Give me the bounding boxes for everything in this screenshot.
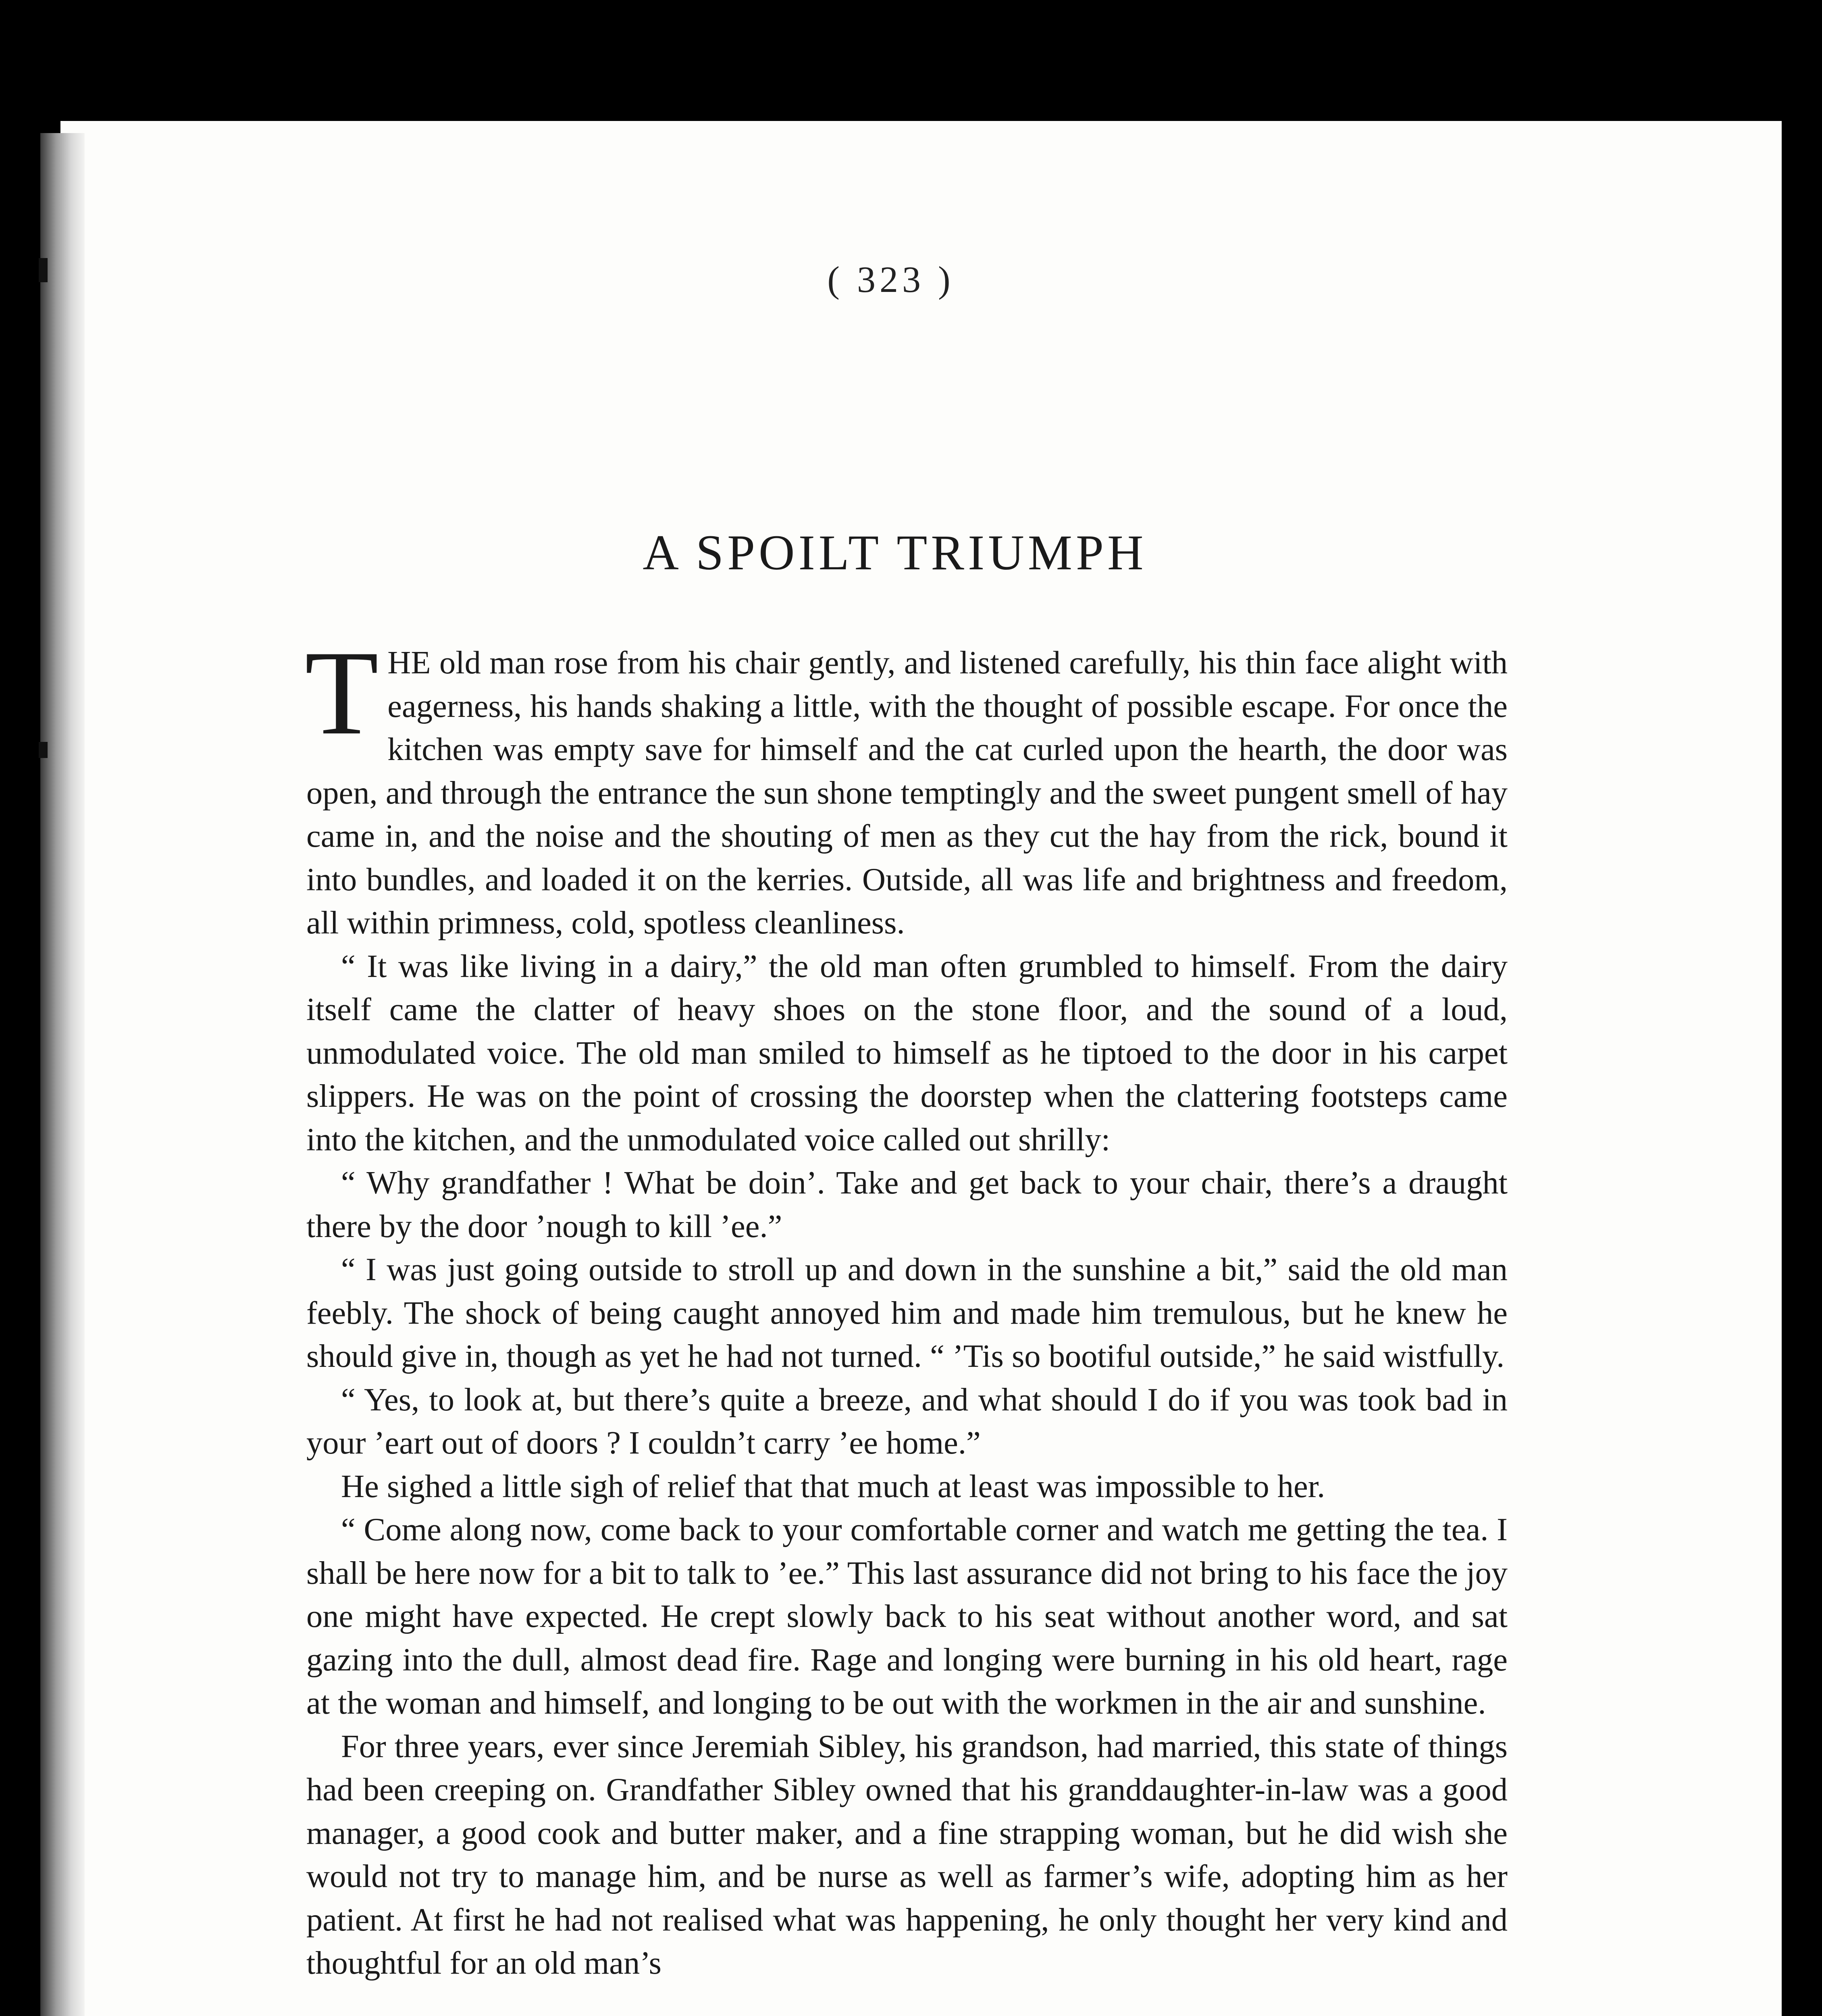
paragraph: “ I was just going outside to stroll up and down in the sunshine a bit,” said the old man feebly. The shock of being caught annoyed him and made him tremulous, but he knew he should give in, though as yet he had not turned. “ ’Tis so bootiful outside,” he said wistfully. [306, 1252, 1508, 1374]
paragraph: He sighed a little sigh of relief that that much at least was impossible to her. [341, 1468, 1325, 1504]
story-body [305, 626, 1508, 1985]
paragraph [305, 626, 1508, 945]
paragraph: “ It was like living in a dairy,” the old man often grumbled to himself. From the dairy itself came the clatter of heavy shoes on the stone floor, and the sound of a loud, unmodulated voice. The old man smiled to himself as he tiptoed to the door in his carpet slippers. He was on the point of crossing the doorstep when the clattering footsteps came into the kitchen, and the unmodulated voice called out shrilly: [306, 948, 1508, 1158]
drop-cap: T [305, 626, 379, 760]
paragraph: “ Come along now, come back to your comfortable corner and watch me getting the tea. I shall be here now for a bit to talk to ’ee.” This last assurance did not bring to his face the joy one might have expected. He crept slowly back to his seat without another word, and sat gazing into the dull, almost dead fire. Rage and longing were burning in his old heart, rage at the woman and himself, and longing to be out with the workmen in the air and sunshine. [306, 1512, 1508, 1721]
binding-mark [39, 742, 48, 758]
binding-mark [39, 258, 48, 282]
paragraph: For three years, ever since Jeremiah Sibley, his grandson, had married, this state of things had been creeping on. Grandfather Sibley owned that his granddaughter-in-law was a good manager, a good cook and butter maker, and a fine strapping woman, but he did wish she would not try to manage him, and be nurse as well as farmer’s wife, adopting him as her patient. At first he had not realised what was happening, he only thought her very kind and thoughtful for an old man’s [306, 1728, 1508, 1981]
paragraph: “ Why grandfather ! What be doin’. Take and get back to your chair, there’s a draught there by the door ’nough to kill ’ee.” [306, 1165, 1508, 1244]
paragraph: “ Yes, to look at, but there’s quite a breeze, and what should I do if you was took bad in your ’eart out of doors ? I couldn’t carry ’ee home.” [306, 1381, 1508, 1461]
binding-shadow [40, 133, 85, 2016]
page-number: ( 323 ) [827, 259, 955, 300]
paragraph-text: HE old man rose from his chair gently, and listened carefully, his thin face alight with eagerness, his hands shaking a little, with the thought of possible escape. For once the kitchen was empty save for himself and the cat curled upon the hearth, the door was open, and through the entrance the sun shone temptingly and the sweet pungent smell of hay came in, and the noise and the shouting of men as they cut the hay from the rick, bound it into bundles, and loaded it on the kerries. Outside, all was life and brightness and freedom, all within primness, cold, spotless cleanliness. [306, 645, 1508, 941]
story-title: A SPOILT TRIUMPH [643, 525, 1147, 580]
